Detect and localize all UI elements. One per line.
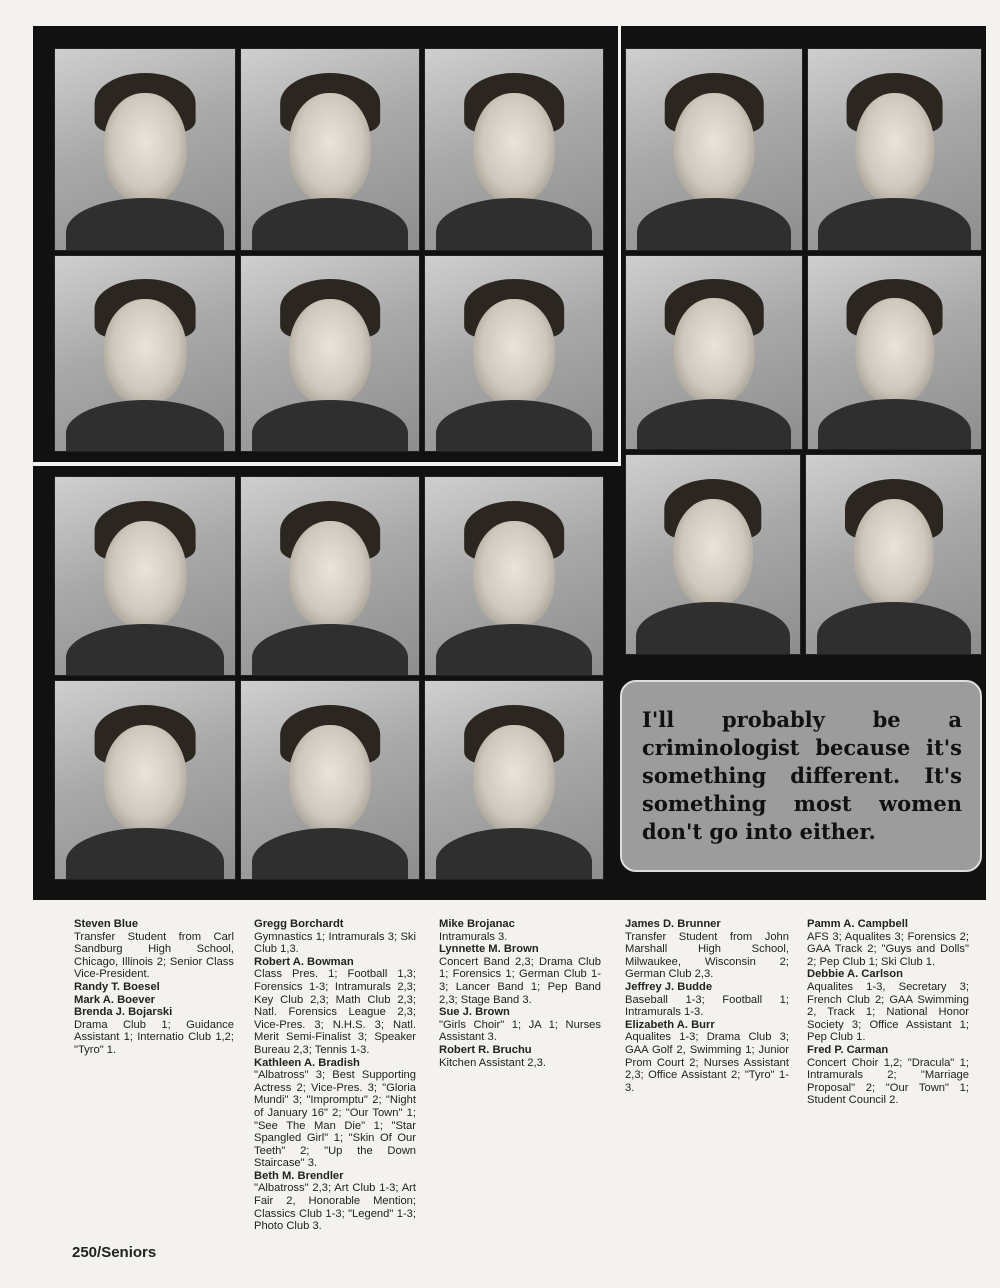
senior-column-2 [254, 918, 416, 1233]
senior-name: Robert A. Bowman [254, 955, 354, 968]
senior-activities: Aqualites 1-3; Drama Club 3; GAA Golf 2, Swimming 1; Junior Prom Court 2; Nurses Assistant 2,3; Office Assistant 2; "Tyro" 1-3. [625, 1031, 789, 1094]
senior-column-3 [439, 918, 601, 1069]
senior-column-5 [807, 918, 969, 1107]
portrait-photo [54, 48, 236, 251]
senior-name: Kathleen A. Bradish [254, 1056, 360, 1069]
senior-activities: Transfer Student from Carl Sandburg High School, Chicago, Illinois 2; Senior Class Vice-President. [74, 930, 234, 981]
portrait-photo [240, 476, 420, 676]
senior-activities: Kitchen Assistant 2,3. [439, 1056, 546, 1069]
senior-column-1 [74, 918, 234, 1057]
senior-activities: Class Pres. 1; Football 1,3; Forensics 1-3; Intramurals 2,3; Key Club 2,3; Math Club 2,3; Natl. Forensics League 2,3; Vice-Pres. 3; N.H.S. 3; Natl. Merit Semi-Finalist 3; Speaker Bureau 2,3; Tennis 1-3. [254, 968, 416, 1056]
quote-box [620, 680, 982, 872]
senior-column-4 [625, 918, 789, 1094]
senior-activities: "Albatross" 2,3; Art Club 1-3; Art Fair 2, Honorable Mention; Classics Club 1-3; "Legend" 1-3; Photo Club 3. [254, 1182, 416, 1233]
senior-activities: Gymnastics 1; Intramurals 3; Ski Club 1,3. [254, 930, 416, 956]
portrait-photo [424, 48, 604, 251]
senior-name: Pamm A. Campbell [807, 918, 908, 930]
page-folio: 250/Seniors [72, 1244, 157, 1261]
portrait-photo [625, 255, 803, 450]
senior-activities: Intramurals 3. [439, 930, 508, 943]
senior-activities: Drama Club 1; Guidance Assistant 1; Internatio Club 1,2; "Tyro" 1. [74, 1018, 234, 1056]
portrait-photo [807, 48, 982, 251]
portrait-photo [54, 680, 236, 880]
senior-activities: "Girls Choir" 1; JA 1; Nurses Assistant 3. [439, 1018, 601, 1044]
senior-activities: Concert Choir 1,2; "Dracula" 1; Intramurals 2; "Marriage Proposal" 2; "Our Town" 1; Student Council 2. [807, 1056, 969, 1107]
portrait-photo [625, 48, 803, 251]
portrait-photo [54, 476, 236, 676]
portrait-photo [54, 255, 236, 452]
senior-activities: Transfer Student from John Marshall High School, Milwaukee, Wisconsin 2; German Club 2,3. [625, 930, 789, 981]
senior-name: Randy T. Boesel [74, 980, 160, 993]
senior-name: Lynnette M. Brown [439, 943, 539, 956]
senior-activities: "Albatross" 3; Best Supporting Actress 2; Vice-Pres. 3; "Gloria Mundi" 3; "Impromptu" 2; "Night of January 16" 2; "Our Town" 1; "See The Man Die" 1; "Star Spangled Girl" 1; "Skin Of Our Teeth" 2; "Up the Down Staircase" 3. [254, 1069, 416, 1170]
portrait-photo [807, 255, 982, 450]
senior-name: Elizabeth A. Burr [625, 1018, 715, 1031]
portrait-photo [805, 454, 982, 655]
portrait-photo [424, 255, 604, 452]
senior-activities: AFS 3; Aqualites 3; Forensics 2; GAA Track 2; "Guys and Dolls" 2; Pep Club 1; Ski Club 1. [807, 930, 969, 968]
portrait-photo [424, 680, 604, 880]
portrait-photo [240, 48, 420, 251]
senior-activities: Aqualites 1-3, Secretary 3; French Club 2; GAA Swimming 2, Track 1; National Honor Society 3; Office Assistant 1; Pep Club 1. [807, 980, 969, 1044]
senior-name: Robert R. Bruchu [439, 1043, 532, 1056]
senior-name: Steven Blue [74, 918, 139, 930]
senior-name: Mike Brojanac [439, 918, 515, 930]
senior-activities: Concert Band 2,3; Drama Club 1; Forensics 1; German Club 1-3; Lancer Band 1; Pep Band 2,3; Stage Band 3. [439, 955, 601, 1006]
senior-name: Jeffrey J. Budde [625, 980, 713, 993]
senior-name: Beth M. Brendler [254, 1169, 344, 1182]
senior-name: Fred P. Carman [807, 1043, 889, 1056]
portrait-photo [240, 255, 420, 452]
portrait-photo [424, 476, 604, 676]
senior-name: Gregg Borchardt [254, 918, 344, 930]
portrait-photo [625, 454, 801, 655]
senior-name: Debbie A. Carlson [807, 968, 903, 981]
senior-name: Brenda J. Bojarski [74, 1006, 173, 1019]
senior-activities: Baseball 1-3; Football 1; Intramurals 1-3. [625, 993, 789, 1019]
senior-name: Sue J. Brown [439, 1006, 510, 1019]
senior-name: Mark A. Boever [74, 993, 156, 1006]
portrait-photo [240, 680, 420, 880]
quote-text: I'll probably be a criminologist because it's something different. It's something most women don't go into either. [642, 707, 962, 844]
senior-name: James D. Brunner [625, 918, 721, 930]
